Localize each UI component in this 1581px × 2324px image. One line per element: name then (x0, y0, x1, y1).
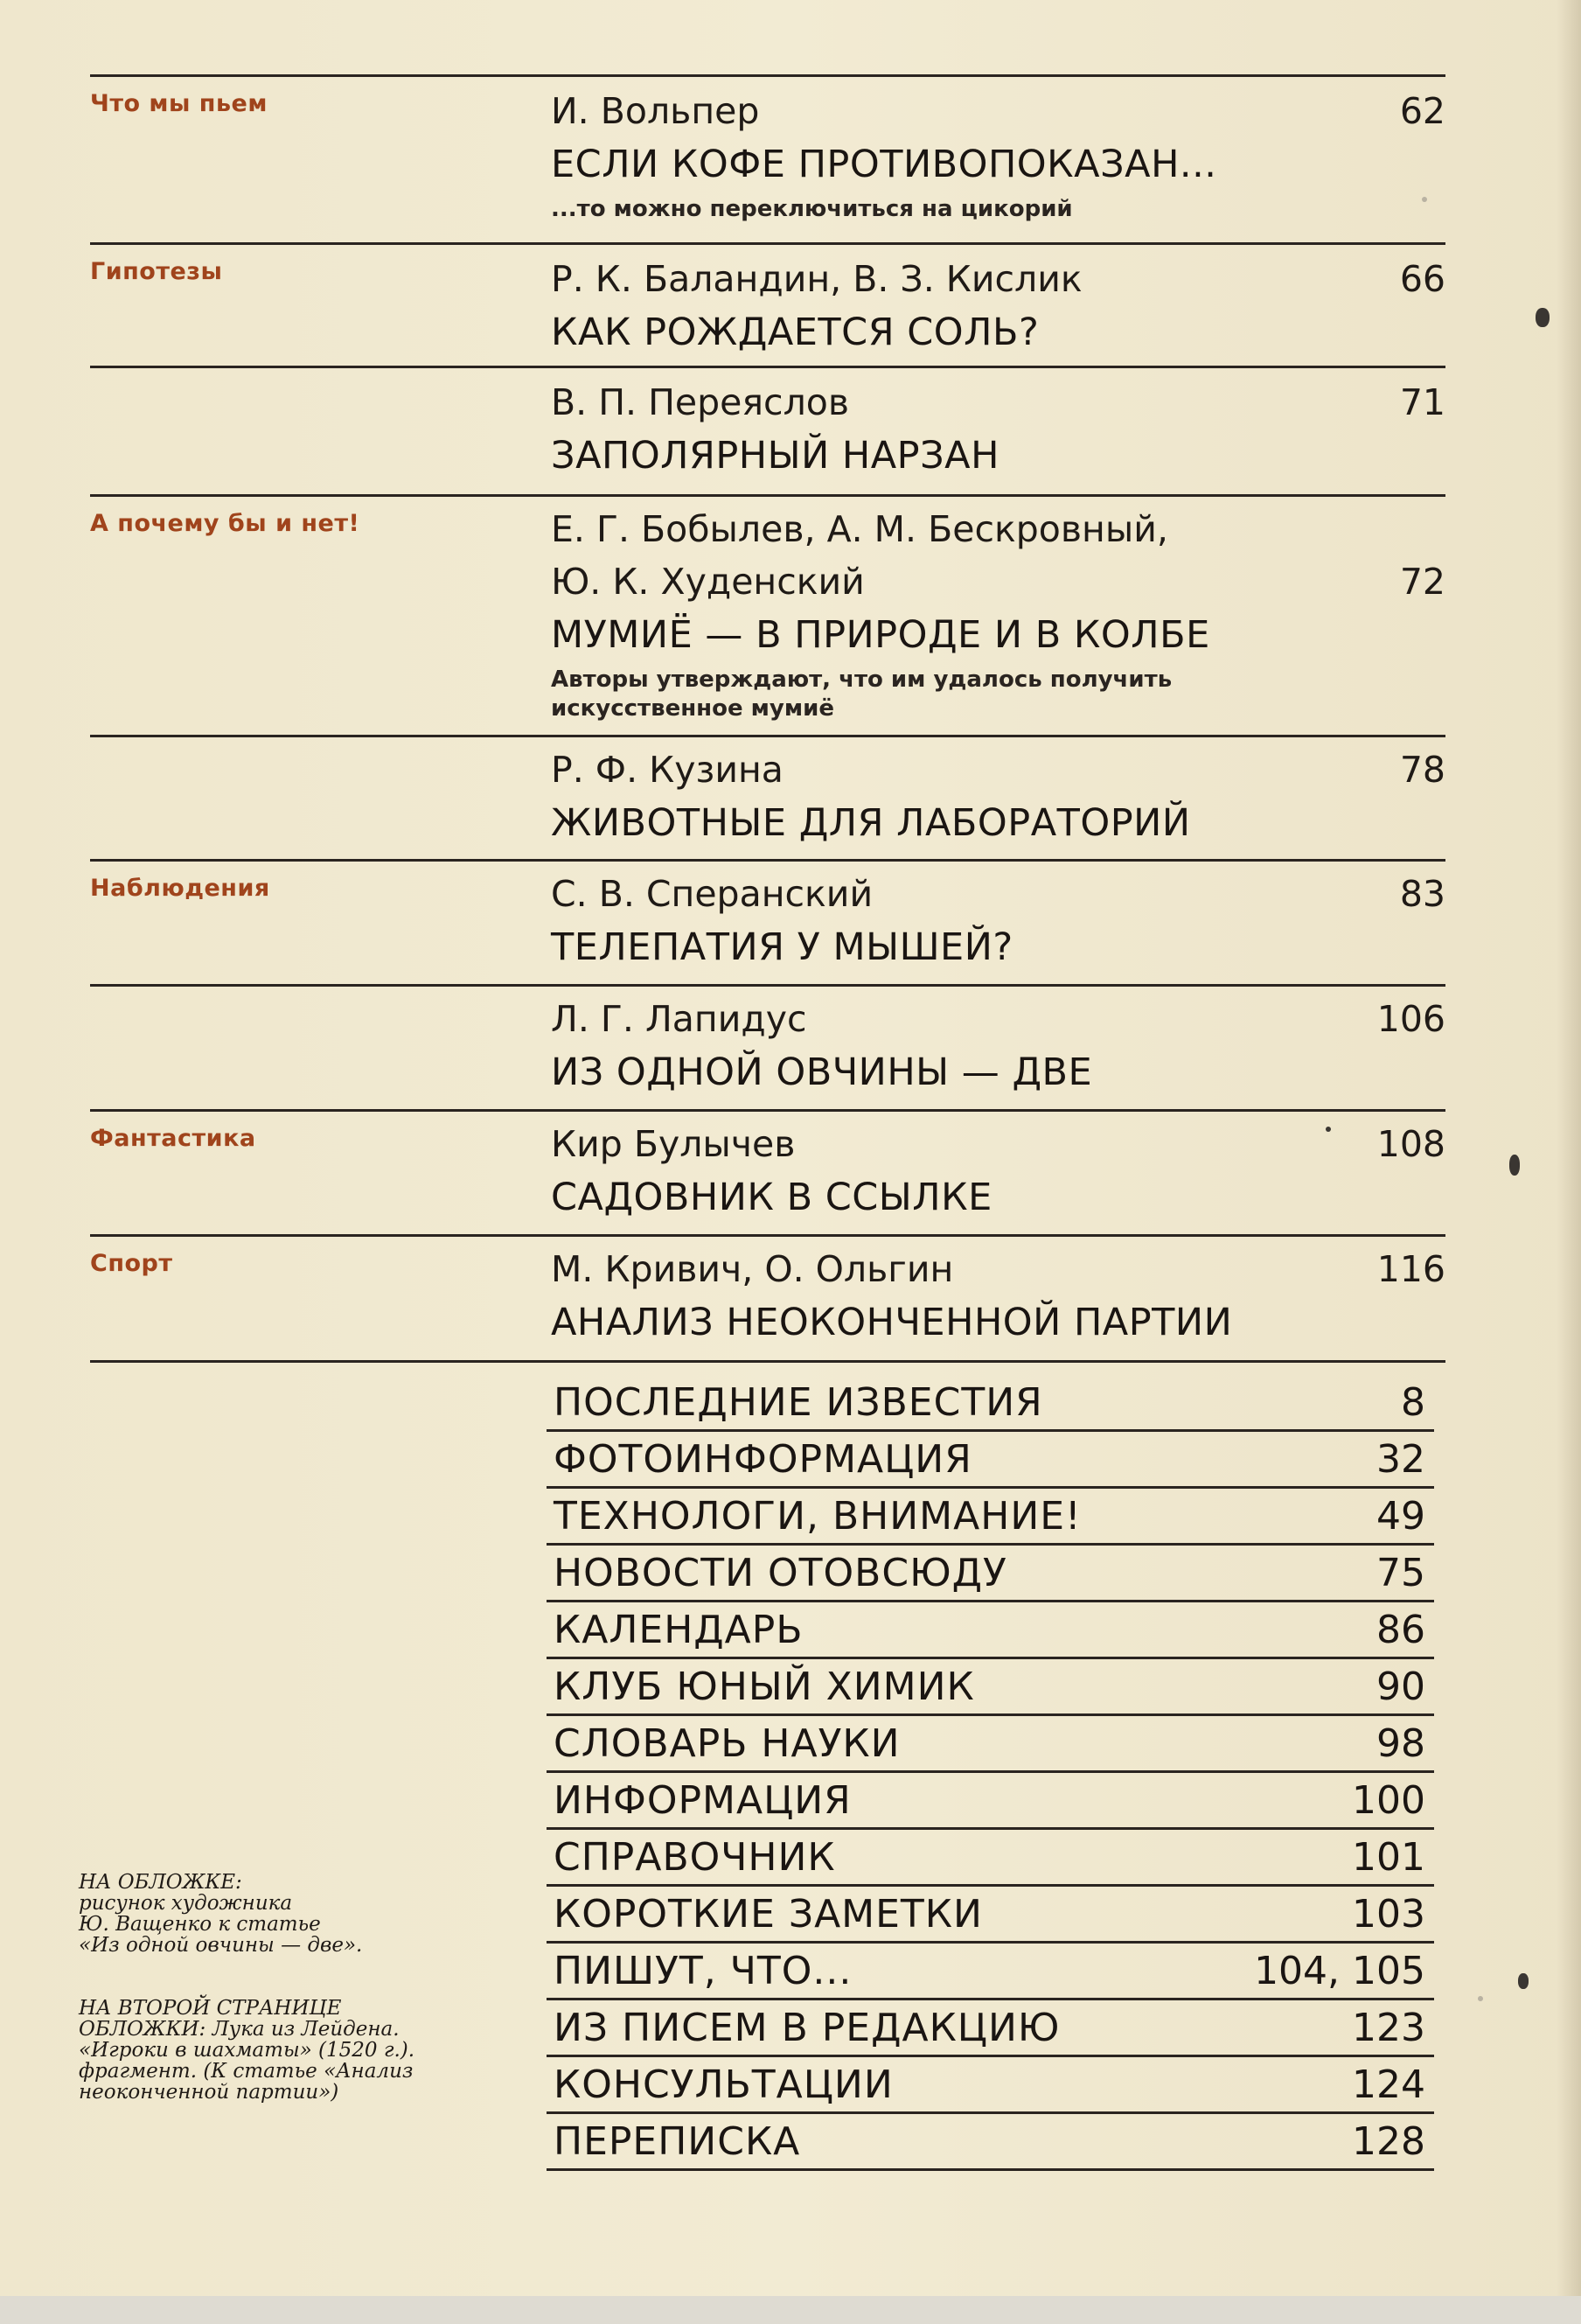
section-row (547, 2000, 1434, 2057)
section-row (547, 1546, 1434, 1602)
section-row (547, 1773, 1434, 1830)
rubric-label: Спорт (90, 1250, 173, 1277)
article-page-number: 72 (1399, 561, 1445, 603)
section-page-number: 90 (1376, 1664, 1425, 1709)
article-page-number: 116 (1376, 1248, 1445, 1290)
paper-speck (1478, 1996, 1483, 2001)
article-page-number: 66 (1399, 258, 1445, 300)
section-label: ПЕРЕПИСКА (554, 2119, 801, 2164)
section-label: ИНФОРМАЦИЯ (554, 1778, 852, 1823)
article-note: ...то можно переключиться на цикорий (551, 196, 1073, 222)
article-note-continued: искусственное мумиё (551, 695, 834, 722)
article-author: М. Кривич, О. Ольгин (551, 1248, 954, 1290)
section-page-number: 8 (1401, 1380, 1425, 1425)
section-page-number: 86 (1376, 1608, 1425, 1652)
article-entry (90, 735, 1445, 857)
divider-rule (90, 1360, 1445, 1363)
article-note: Авторы утверждают, что им удалось получить (551, 666, 1173, 693)
article-entry (90, 1234, 1445, 1357)
regular-sections-list (547, 1375, 1434, 2171)
article-title: ЕСЛИ КОФЕ ПРОТИВОПОКАЗАН... (551, 143, 1217, 186)
cover-note-line: Ю. Ващенко к статье (79, 1913, 321, 1936)
article-entry (90, 242, 1445, 365)
section-page-number: 101 (1352, 1835, 1425, 1880)
second-cover-note-line: НА ВТОРОЙ СТРАНИЦЕ (79, 1997, 342, 2020)
section-label: КАЛЕНДАРЬ (554, 1608, 804, 1652)
article-content (551, 1118, 1445, 1225)
section-page-number: 123 (1352, 2006, 1425, 2050)
article-title: КАК РОЖДАЕТСЯ СОЛЬ? (551, 311, 1040, 354)
section-label: КОРОТКИЕ ЗАМЕТКИ (554, 1892, 983, 1937)
article-content (551, 868, 1445, 974)
article-author: Кир Булычев (551, 1123, 796, 1165)
section-label: ИЗ ПИСЕМ В РЕДАКЦИЮ (554, 2006, 1061, 2050)
section-label: КОНСУЛЬТАЦИИ (554, 2062, 894, 2107)
section-label: ФОТОИНФОРМАЦИЯ (554, 1437, 972, 1482)
article-title: ТЕЛЕПАТИЯ У МЫШЕЙ? (551, 925, 1013, 969)
article-author: Р. Ф. Кузина (551, 749, 784, 791)
section-row (547, 1375, 1434, 1432)
section-label: КЛУБ ЮНЫЙ ХИМИК (554, 1664, 975, 1709)
article-content (551, 503, 1445, 723)
article-author: В. П. Переяслов (551, 381, 850, 423)
second-cover-note-line: фрагмент. (К статье «Анализ (79, 2060, 414, 2083)
article-entry (90, 366, 1445, 488)
article-entry (90, 74, 1445, 241)
section-row (547, 1432, 1434, 1489)
article-title: ЗАПОЛЯРНЫЙ НАРЗАН (551, 434, 999, 478)
paper-speck (1326, 1127, 1331, 1132)
section-label: НОВОСТИ ОТОВСЮДУ (554, 1551, 1007, 1595)
section-label: ПИШУТ, ЧТО... (554, 1949, 853, 1993)
section-label: СПРАВОЧНИК (554, 1835, 836, 1880)
section-label: ТЕХНОЛОГИ, ВНИМАНИЕ! (554, 1494, 1082, 1539)
paper-blot (1518, 1973, 1529, 1989)
rubric-label: Фантастика (90, 1125, 256, 1152)
article-content (551, 1243, 1445, 1350)
section-row (547, 1830, 1434, 1887)
section-row (547, 2057, 1434, 2114)
rubric-label: Наблюдения (90, 875, 270, 902)
article-author: Л. Г. Лапидус (551, 998, 807, 1040)
section-row (547, 1489, 1434, 1546)
article-content (551, 376, 1445, 483)
article-page-number: 78 (1399, 749, 1445, 791)
article-author: Р. К. Баландин, В. З. Кислик (551, 258, 1083, 300)
article-author: И. Вольпер (551, 90, 760, 132)
article-content (551, 253, 1445, 359)
rubric-label: Гипотезы (90, 258, 223, 285)
article-title: МУМИЁ — В ПРИРОДЕ И В КОЛБЕ (551, 613, 1210, 657)
section-page-number: 104, 105 (1254, 1949, 1425, 1993)
article-entry (90, 1109, 1445, 1232)
section-row (547, 1887, 1434, 1944)
page-edge-shadow (1557, 0, 1581, 2324)
article-page-number: 71 (1399, 381, 1445, 423)
article-content (551, 743, 1445, 850)
section-label: СЛОВАРЬ НАУКИ (554, 1721, 901, 1766)
article-title: САДОВНИК В ССЫЛКЕ (551, 1176, 992, 1219)
scan-bottom-band (0, 2296, 1581, 2324)
paper-blot (1536, 308, 1550, 327)
cover-note-line: НА ОБЛОЖКЕ: (79, 1871, 242, 1894)
cover-note-line: «Из одной овчины — две». (79, 1934, 363, 1957)
article-title: АНАЛИЗ НЕОКОНЧЕННОЙ ПАРТИИ (551, 1301, 1233, 1344)
article-author-continued: Ю. К. Худенский (551, 561, 865, 603)
article-content (551, 993, 1445, 1099)
article-author: С. В. Сперанский (551, 873, 874, 915)
article-title: ИЗ ОДНОЙ ОВЧИНЫ — ДВЕ (551, 1050, 1093, 1094)
article-page-number: 108 (1376, 1123, 1445, 1165)
section-page-number: 100 (1352, 1778, 1425, 1823)
section-page-number: 124 (1352, 2062, 1425, 2107)
section-page-number: 32 (1376, 1437, 1425, 1482)
section-row (547, 1602, 1434, 1659)
article-page-number: 106 (1376, 998, 1445, 1040)
second-cover-note-line: «Игроки в шахматы» (1520 г.). (79, 2039, 415, 2062)
section-row (547, 1716, 1434, 1773)
article-author: Е. Г. Бобылев, А. М. Бескровный, (551, 508, 1168, 550)
article-entry (90, 984, 1445, 1106)
article-entry (90, 859, 1445, 981)
second-cover-note-line: неоконченной партии») (79, 2081, 339, 2104)
cover-note (79, 1872, 498, 2103)
rubric-label: Что мы пьем (90, 90, 268, 117)
article-title: ЖИВОТНЫЕ ДЛЯ ЛАБОРАТОРИЙ (551, 801, 1191, 845)
section-row (547, 2114, 1434, 2171)
section-page-number: 98 (1376, 1721, 1425, 1766)
section-row (547, 1659, 1434, 1716)
article-content (551, 85, 1445, 224)
section-page-number: 49 (1376, 1494, 1425, 1539)
section-page-number: 128 (1352, 2119, 1425, 2164)
section-label: ПОСЛЕДНИЕ ИЗВЕСТИЯ (554, 1380, 1043, 1425)
second-cover-note-line: ОБЛОЖКИ: Лука из Лейдена. (79, 2018, 400, 2041)
rubric-label: А почему бы и нет! (90, 510, 360, 537)
paper-blot (1509, 1155, 1520, 1176)
section-page-number: 75 (1376, 1551, 1425, 1595)
article-page-number: 62 (1399, 90, 1445, 132)
article-page-number: 83 (1399, 873, 1445, 915)
paper-speck (1422, 197, 1427, 202)
cover-note-line: рисунок художника (79, 1892, 293, 1915)
article-entry (90, 494, 1445, 722)
section-row (547, 1944, 1434, 2000)
section-page-number: 103 (1352, 1892, 1425, 1937)
